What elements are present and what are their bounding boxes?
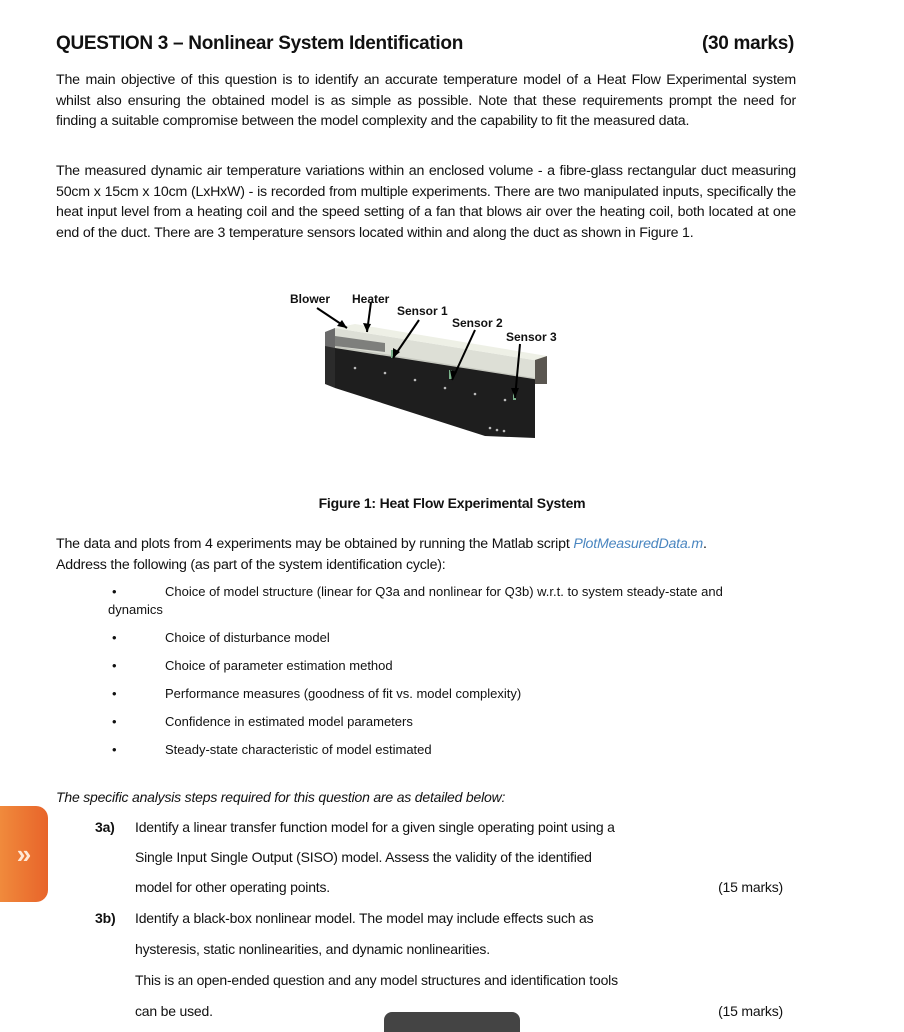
analysis-intro: The specific analysis steps required for this question are as detailed below: [56, 789, 506, 805]
bullet-dot-icon: • [112, 658, 117, 673]
figure-caption: Figure 1: Heat Flow Experimental System [318, 495, 586, 511]
part-marks: (15 marks) [718, 1003, 783, 1019]
intro-paragraph-2: The measured dynamic air temperature variations within an enclosed volume - a fibre-glass rectangular duct measuring 50cm x 15cm x 10cm (LxHxW) - is recorded from multiple experiments. There are two manipulated inputs, specifically the heat input level from a heating coil and the speed setting of a fan that blows air over the heating coil, both located at one end of the duct. There are 3 temperature sensors located within and along the duct as shown in Figure 1. [56, 163, 796, 241]
intro-paragraph-1: The main objective of this question is to identify an accurate temperature model of a Heat Flow Experimental system whilst also ensuring the obtained model is as simple as possible. Note that these requirements prompt the need for finding a suitable compromise between the model complexity and the capability to fit the measured data. [56, 72, 796, 129]
label-sensor-1: Sensor 1 [397, 304, 448, 318]
bullet-item: • Choice of model structure (linear for Q3a and nonlinear for Q3b) w.r.t. to system steady-state and dynamics [108, 584, 723, 617]
bullet-dot-icon: • [112, 742, 117, 757]
question-title: QUESTION 3 – Nonlinear System Identification [56, 33, 463, 54]
address-following-text: Address the following (as part of the system identification cycle): [56, 556, 446, 573]
expand-side-button[interactable] [0, 806, 48, 902]
bottom-toolbar-handle[interactable] [384, 1012, 520, 1032]
bullet-item: • Choice of parameter estimation method [112, 658, 393, 673]
part-marks: (15 marks) [718, 879, 783, 895]
part-3b: 3b) Identify a black-box nonlinear model. The model may include effects such as hysteresis, static nonlinearities, and dynamic nonlinearities. This is an open-ended question and any model structures and identification tools can be used. (15 marks) [95, 910, 783, 1019]
label-sensor-2: Sensor 2 [452, 316, 503, 330]
label-blower: Blower [290, 292, 331, 306]
bullet-item: • Choice of disturbance model [112, 630, 330, 645]
label-sensor-3: Sensor 3 [506, 330, 557, 344]
bullet-dot-icon: • [112, 686, 117, 701]
bullet-dot-icon: • [112, 584, 117, 599]
heat-flow-figure [285, 288, 575, 448]
part-label: 3b) [95, 910, 116, 926]
bullet-item: • Steady-state characteristic of model estimated [112, 742, 432, 757]
bullet-dot-icon: • [112, 714, 117, 729]
matlab-script-link[interactable]: PlotMeasuredData.m [573, 536, 703, 552]
bullet-dot-icon: • [112, 630, 117, 645]
part-3a: 3a) Identify a linear transfer function model for a given single operating point using a Single Input Single Output (SISO) model. Assess the validity of the identified model for other operating points. (15 marks) [95, 819, 783, 895]
data-instructions: The data and plots from 4 experiments may be obtained by running the Matlab script PlotMeasuredData.m. Address the following (as part of the system identification cycle): [56, 536, 707, 573]
data-text: The data and plots from 4 experiments may be obtained by running the Matlab script [56, 536, 574, 552]
id-cycle-bullet-list [108, 583, 808, 759]
question-marks: (30 marks) [701, 33, 794, 54]
double-chevron-right-icon: » [16, 838, 32, 869]
part-label: 3a) [95, 819, 115, 835]
label-heater: Heater [352, 292, 390, 306]
question-header [56, 33, 794, 55]
bullet-item: • Confidence in estimated model parameters [112, 714, 413, 729]
bullet-item: • Performance measures (goodness of fit vs. model complexity) [112, 686, 522, 701]
